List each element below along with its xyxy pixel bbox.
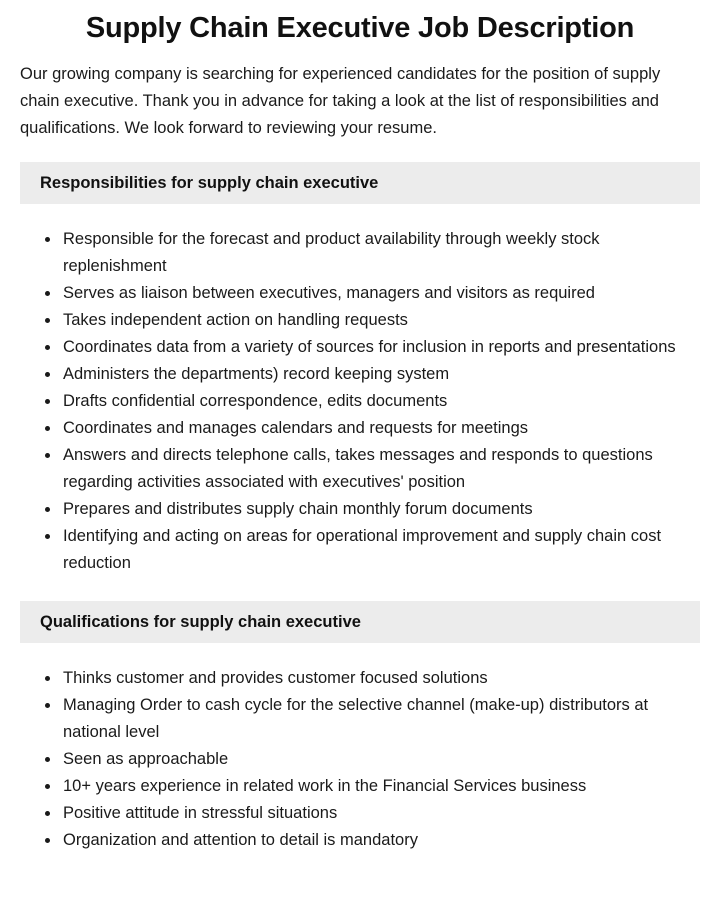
section-qualifications (20, 601, 700, 854)
bullet-item: • Serves as liaison between executives, managers and visitors as required (61, 280, 700, 307)
bullet-item: • Coordinates and manages calendars and requests for meetings (61, 415, 700, 442)
responsibilities-bullet-list (20, 226, 700, 577)
bullet-item: • Seen as approachable (61, 746, 700, 773)
bullet-item: • Prepares and distributes supply chain monthly forum documents (61, 496, 700, 523)
bullet-item: • Drafts confidential correspondence, edits documents (61, 388, 700, 415)
bullet-item: • Identifying and acting on areas for operational improvement and supply chain cost reduction (61, 523, 700, 577)
bullet-item: • Thinks customer and provides customer focused solutions (61, 665, 700, 692)
bullet-item: • Managing Order to cash cycle for the selective channel (make-up) distributors at national level (61, 692, 700, 746)
bullet-item: • Answers and directs telephone calls, takes messages and responds to questions regarding activities associated with executives' position (61, 442, 700, 496)
intro-paragraph: Our growing company is searching for experienced candidates for the position of supply chain executive. Thank you in advance for taking a look at the list of responsibilities and qualifications. We look forward to reviewing your resume. (20, 65, 661, 137)
bullet-item: • Positive attitude in stressful situations (61, 800, 700, 827)
bullet-item: • Coordinates data from a variety of sources for inclusion in reports and presentations (61, 334, 700, 361)
qualifications-section-header: Qualifications for supply chain executive (20, 601, 700, 643)
qualifications-bullet-list (20, 665, 700, 854)
section-responsibilities (20, 162, 700, 577)
bullet-item: • Organization and attention to detail is mandatory (61, 827, 700, 854)
page-title: Supply Chain Executive Job Description (85, 12, 635, 44)
bullet-item: • Responsible for the forecast and product availability through weekly stock replenishment (61, 226, 700, 280)
bullet-item: • 10+ years experience in related work in the Financial Services business (61, 773, 700, 800)
bullet-item: • Takes independent action on handling requests (61, 307, 700, 334)
bullet-item: • Administers the departments) record keeping system (61, 361, 700, 388)
responsibilities-section-header: Responsibilities for supply chain executive (20, 162, 700, 204)
